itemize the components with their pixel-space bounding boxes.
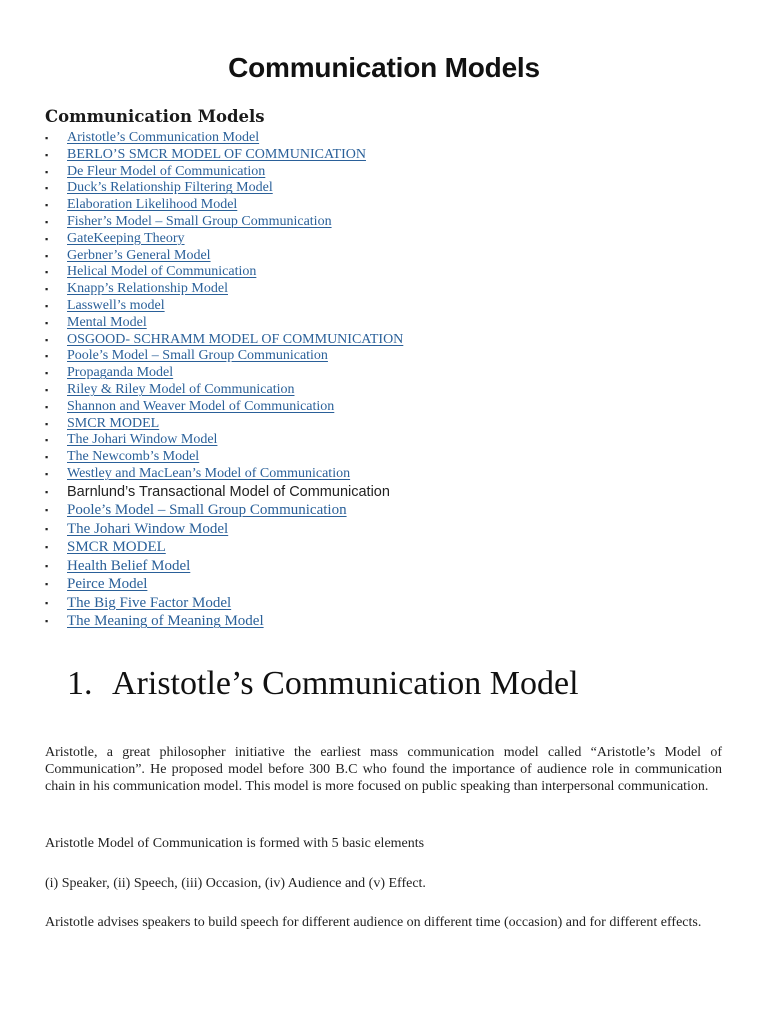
toc-link[interactable]: Propaganda Model	[67, 365, 174, 381]
paragraph-elements: Aristotle Model of Communication is formed with 5 basic elements	[45, 836, 425, 851]
bullet-icon: ▪	[45, 183, 49, 194]
bullet-icon: ▪	[45, 401, 49, 412]
toc-item	[45, 365, 725, 382]
toc-link[interactable]: Aristotle’s Communication Model	[67, 130, 260, 145]
toc-link[interactable]: Barnlund’s Transactional Model of Communication	[67, 483, 390, 500]
bullet-icon: ▪	[45, 149, 49, 160]
toc-item	[45, 332, 725, 349]
toc-item	[45, 520, 725, 539]
toc-link[interactable]: OSGOOD- SCHRAMM MODEL OF COMMUNICATION	[67, 331, 404, 347]
bullet-icon: ▪	[45, 486, 49, 497]
toc-item	[45, 416, 725, 433]
bullet-icon: ▪	[45, 317, 49, 328]
toc-link[interactable]: Helical Model of Communication	[67, 264, 257, 280]
toc-link[interactable]: Peirce Model	[67, 576, 148, 593]
bullet-icon: ▪	[45, 468, 49, 479]
toc-item	[45, 483, 725, 502]
toc-link[interactable]: The Johari Window Model	[67, 432, 218, 448]
toc-link[interactable]: SMCR MODEL	[67, 539, 166, 556]
bullet-icon: ▪	[45, 542, 49, 553]
bullet-icon: ▪	[45, 435, 49, 446]
toc-link[interactable]: Poole’s Model – Small Group Communication	[67, 348, 328, 364]
toc-link[interactable]: GateKeeping Theory	[67, 230, 185, 246]
toc-item	[45, 214, 725, 231]
toc-item	[45, 197, 725, 214]
toc-link[interactable]: Lasswell’s model	[67, 297, 165, 313]
bullet-icon: ▪	[45, 250, 49, 261]
toc-item	[45, 264, 725, 281]
toc-link[interactable]: Westley and MacLean’s Model of Communication	[67, 465, 351, 481]
toc-link[interactable]: Gerbner’s General Model	[67, 247, 211, 263]
toc-link[interactable]: Duck’s Relationship Filtering Model	[67, 180, 273, 196]
toc-item	[45, 538, 725, 557]
toc-item	[45, 348, 725, 365]
bullet-icon: ▪	[45, 579, 49, 590]
toc-link[interactable]: The Big Five Factor Model	[67, 594, 232, 611]
bullet-icon: ▪	[45, 597, 49, 608]
toc-link[interactable]: The Meaning of Meaning Model	[67, 613, 264, 630]
bullet-icon: ▪	[45, 560, 49, 571]
bullet-icon: ▪	[45, 351, 49, 362]
toc-item	[45, 147, 725, 164]
paragraph-intro: Aristotle, a great philosopher initiative the earliest mass communication model called “Aristotle’s Model of Communication”. He proposed model before 300 B.C who found the importance of audience role in communication chain in his communication model. This model is more focused on public speaking than interpersonal communication.	[45, 745, 722, 794]
toc-link[interactable]: Elaboration Likelihood Model	[67, 197, 238, 213]
toc-link[interactable]: Health Belief Model	[67, 557, 191, 574]
bullet-icon: ▪	[45, 233, 49, 244]
bullet-icon: ▪	[45, 505, 49, 516]
toc-item	[45, 164, 725, 181]
toc-link[interactable]: De Fleur Model of Communication	[67, 163, 266, 179]
paragraph-advice: Aristotle advises speakers to build speech for different audience on different time (occasion) and for different effects.	[45, 915, 702, 930]
toc-link[interactable]: Shannon and Weaver Model of Communication	[67, 398, 335, 414]
toc-item	[45, 594, 725, 613]
toc-link[interactable]: BERLO’S SMCR MODEL OF COMMUNICATION	[67, 146, 366, 162]
toc-item	[45, 382, 725, 399]
toc-link[interactable]: Mental Model	[67, 314, 147, 330]
page-title: Communication Models	[228, 52, 540, 83]
bullet-icon: ▪	[45, 452, 49, 463]
bullet-icon: ▪	[45, 267, 49, 278]
bullet-icon: ▪	[45, 216, 49, 227]
toc-link[interactable]: SMCR MODEL	[67, 415, 160, 431]
toc-link[interactable]: Knapp’s Relationship Model	[67, 281, 228, 297]
toc-item	[45, 399, 725, 416]
bullet-icon: ▪	[45, 384, 49, 395]
section-title: Aristotle’s Communication Model	[112, 665, 579, 702]
bullet-icon: ▪	[45, 368, 49, 379]
table-of-contents	[45, 130, 725, 631]
bullet-icon: ▪	[45, 200, 49, 211]
toc-link[interactable]: The Newcomb’s Model	[67, 449, 200, 465]
bullet-icon: ▪	[45, 166, 49, 177]
bullet-icon: ▪	[45, 334, 49, 345]
toc-link[interactable]: Riley & Riley Model of Communication	[67, 381, 295, 397]
toc-item	[45, 130, 725, 147]
section-number: 1.	[67, 665, 93, 702]
bullet-icon: ▪	[45, 523, 49, 534]
toc-item	[45, 231, 725, 248]
toc-item	[45, 180, 725, 197]
bullet-icon: ▪	[45, 300, 49, 311]
paragraph-element-list: (i) Speaker, (ii) Speech, (iii) Occasion, (iv) Audience and (v) Effect.	[45, 876, 426, 891]
toc-item	[45, 315, 725, 332]
toc-item	[45, 501, 725, 520]
toc-item	[45, 248, 725, 265]
toc-link[interactable]: Poole’s Model – Small Group Communication	[67, 502, 347, 519]
bullet-icon: ▪	[45, 418, 49, 429]
toc-link[interactable]: Fisher’s Model – Small Group Communication	[67, 213, 332, 229]
toc-link[interactable]: The Johari Window Model	[67, 520, 229, 537]
toc-item	[45, 575, 725, 594]
bullet-icon: ▪	[45, 133, 49, 143]
toc-item	[45, 449, 725, 466]
bullet-icon: ▪	[45, 284, 49, 295]
toc-item	[45, 466, 725, 483]
section-heading	[67, 665, 579, 703]
toc-item	[45, 281, 725, 298]
bullet-icon: ▪	[45, 616, 49, 627]
toc-heading: Communication Models	[45, 107, 265, 126]
toc-item	[45, 432, 725, 449]
toc-item	[45, 298, 725, 315]
toc-item	[45, 557, 725, 576]
toc-item	[45, 612, 725, 631]
